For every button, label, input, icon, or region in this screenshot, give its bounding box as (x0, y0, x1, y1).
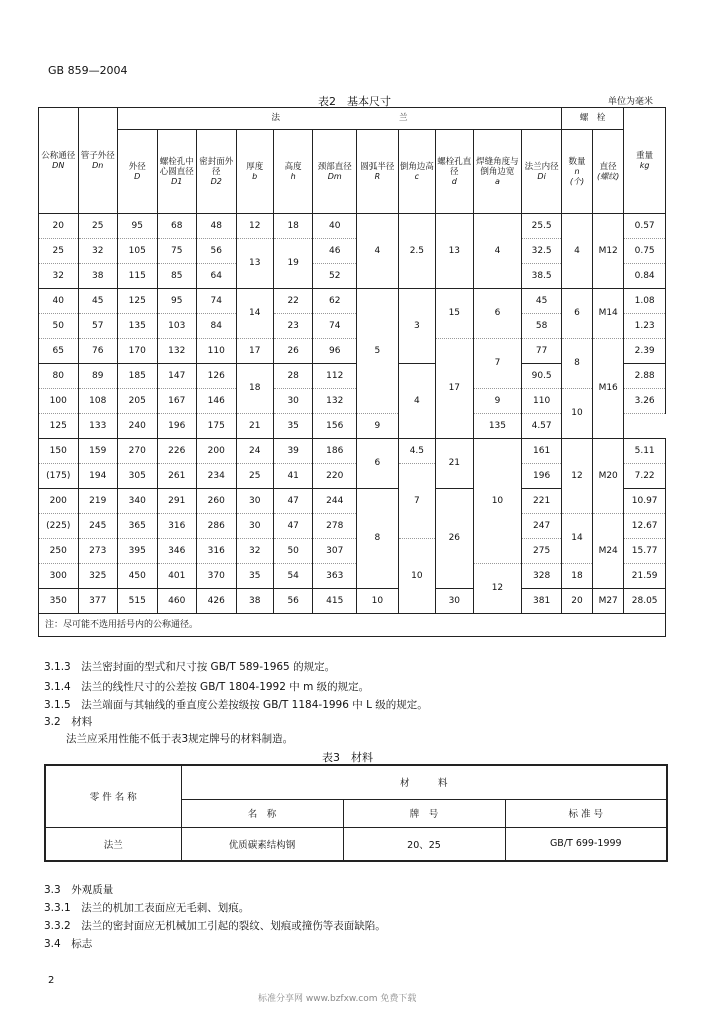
table-cell: 20 (561, 589, 592, 614)
table-cell: 185 (118, 364, 158, 389)
table-cell: 245 (78, 514, 118, 539)
table-cell: 340 (118, 489, 158, 514)
table-cell: 32 (39, 264, 79, 289)
table-cell: 200 (39, 489, 79, 514)
table-cell: 363 (313, 564, 357, 589)
table-cell: 30 (273, 389, 313, 414)
table-cell: 135 (118, 314, 158, 339)
table-cell: 108 (78, 389, 118, 414)
table-cell: 0.57 (624, 214, 666, 239)
table-cell: 5.11 (624, 439, 666, 464)
table-cell: 75 (157, 239, 197, 264)
table-cell: 26 (436, 489, 473, 589)
table-cell: M20 (593, 439, 624, 514)
col-standard: 标 准 号 (505, 799, 667, 827)
table-cell: 167 (157, 389, 197, 414)
table-cell: 74 (313, 314, 357, 339)
table-cell: 18 (273, 214, 313, 239)
table-cell: 159 (78, 439, 118, 464)
table-cell: 316 (157, 514, 197, 539)
table-cell: 9 (357, 414, 399, 439)
table-cell: 21.59 (624, 564, 666, 589)
table-cell: 84 (197, 314, 237, 339)
table2-title: 表2 基本尺寸 (318, 95, 391, 108)
table-cell: 460 (157, 589, 197, 614)
table-cell: 62 (313, 289, 357, 314)
table-cell: (225) (39, 514, 79, 539)
table-cell: 125 (39, 414, 79, 439)
table-cell: 0.75 (624, 239, 666, 264)
table-cell: 56 (273, 589, 313, 614)
table-cell: 58 (522, 314, 562, 339)
table-cell: 328 (522, 564, 562, 589)
table-row (45, 827, 667, 861)
table-cell: 8 (357, 489, 399, 589)
table-cell: 0.84 (624, 264, 666, 289)
table-cell: 32.5 (522, 239, 562, 264)
table-cell: 45 (522, 289, 562, 314)
col-tube-od: 管子外径 Dn (78, 108, 118, 214)
table-cell: 18 (236, 364, 273, 414)
clause-3-3-1: 3.3.1 法兰的机加工表面应无毛刺、划痕。 (44, 902, 250, 914)
clause-3-1-4: 3.1.4 法兰的线性尺寸的公差按 GB/T 1804-1992 中 m 级的规定。 (44, 681, 370, 693)
table-cell: 28.05 (624, 589, 666, 614)
table-cell: 法兰 (45, 827, 181, 861)
table-row (39, 564, 666, 589)
col-weld: 焊缝角度与倒角边宽 a (473, 130, 522, 214)
table-cell: 40 (39, 289, 79, 314)
clause-3-3-heading: 3.3 外观质量 (44, 884, 114, 896)
table-cell: 9 (473, 389, 522, 414)
table-cell: 103 (157, 314, 197, 339)
table-cell: 64 (197, 264, 237, 289)
table-cell: 39 (273, 439, 313, 464)
table-cell: 2.88 (624, 364, 666, 389)
table-cell: 41 (273, 464, 313, 489)
table-cell: 156 (313, 414, 357, 439)
table-cell: 21 (236, 414, 273, 439)
table-cell: 35 (273, 414, 313, 439)
table-cell: 194 (78, 464, 118, 489)
table-cell: 38.5 (522, 264, 562, 289)
col-pcd: 螺栓孔中心圆直径 D1 (157, 130, 197, 214)
table-cell: 100 (39, 389, 79, 414)
table-cell: 22 (273, 289, 313, 314)
table-cell: 10 (398, 539, 435, 614)
table-row (39, 389, 666, 414)
table-cell: 381 (522, 589, 562, 614)
table-cell: 90.5 (522, 364, 562, 389)
table-cell: 47 (273, 514, 313, 539)
table-cell: 17 (236, 339, 273, 364)
table2-unit: 单位为毫米 (608, 97, 654, 107)
table-row (39, 339, 666, 364)
table-cell: 307 (313, 539, 357, 564)
clause-3-1-5: 3.1.5 法兰端面与其轴线的垂直度公差按级按 GB/T 1184-1996 中 L 级的规定。 (44, 699, 428, 711)
table-cell: 132 (157, 339, 197, 364)
table-cell: 426 (197, 589, 237, 614)
table-cell: 68 (157, 214, 197, 239)
table-cell: 2.39 (624, 339, 666, 364)
table-cell: 112 (313, 364, 357, 389)
table-cell: 247 (522, 514, 562, 539)
table-cell: 300 (39, 564, 79, 589)
table-cell: 25.5 (522, 214, 562, 239)
table-cell: 3.26 (624, 389, 666, 414)
table-cell: 365 (118, 514, 158, 539)
table-cell: 46 (313, 239, 357, 264)
table-cell: 6 (561, 289, 592, 339)
table-cell: M16 (593, 339, 624, 439)
group-bolt: 螺 栓 (561, 108, 623, 130)
table-cell: 8 (561, 339, 592, 389)
table-cell: 30 (436, 589, 473, 614)
table-cell: 278 (313, 514, 357, 539)
table-cell: 110 (522, 389, 562, 414)
table-cell: 450 (118, 564, 158, 589)
table-cell: 12 (236, 214, 273, 239)
table-cell: 146 (197, 389, 237, 414)
table-cell: 89 (78, 364, 118, 389)
table3-title: 表3 材料 (322, 751, 373, 764)
standard-header: GB 859—2004 (48, 64, 128, 77)
table-cell: 150 (39, 439, 79, 464)
table-cell: 316 (197, 539, 237, 564)
table-cell: 286 (197, 514, 237, 539)
table2-note: 注：尽可能不选用括号内的公称通径。 (39, 614, 666, 637)
table-cell: 12.67 (624, 514, 666, 539)
table-cell: 240 (118, 414, 158, 439)
table-cell: 175 (197, 414, 237, 439)
col-part-name: 零 件 名 称 (45, 765, 181, 827)
table-cell: 161 (522, 439, 562, 464)
col-thickness: 厚度 b (236, 130, 273, 214)
clause-3-1-3: 3.1.3 法兰密封面的型式和尺寸按 GB/T 589-1965 的规定。 (44, 661, 336, 673)
clause-3-4-heading: 3.4 标志 (44, 938, 93, 950)
table-cell: 25 (78, 214, 118, 239)
table-cell: 14 (236, 289, 273, 339)
table-cell: 7 (473, 339, 522, 389)
table-cell: 25 (236, 464, 273, 489)
table-cell: 6 (473, 289, 522, 339)
table-cell: 20 (39, 214, 79, 239)
table-cell: 415 (313, 589, 357, 614)
table-cell: 15.77 (624, 539, 666, 564)
table-cell: 95 (157, 289, 197, 314)
table-cell: 4 (473, 214, 522, 289)
table-cell: 205 (118, 389, 158, 414)
table-cell: 135 (473, 414, 522, 439)
clause-3-3-2: 3.3.2 法兰的密封面应无机械加工引起的裂纹、划痕或撞伤等表面缺陷。 (44, 920, 386, 932)
table-cell: 3 (398, 289, 435, 364)
table-cell: 395 (118, 539, 158, 564)
clause-3-2-text: 法兰应采用性能不低于表3规定牌号的材料制造。 (66, 733, 294, 745)
footer-watermark: 标准分享网 www.bzfxw.com 免费下载 (258, 994, 417, 1004)
table-cell: 132 (313, 389, 357, 414)
table-cell: 147 (157, 364, 197, 389)
table-cell: M24 (593, 514, 624, 589)
table-cell: 15 (436, 289, 473, 339)
col-seal-dia: 密封面外径 D2 (197, 130, 237, 214)
table-cell: 85 (157, 264, 197, 289)
col-inner-dia: 法兰内径 Di (522, 130, 562, 214)
table-cell: 196 (522, 464, 562, 489)
table-cell: 74 (197, 289, 237, 314)
table-cell: 1.23 (624, 314, 666, 339)
table-cell: 38 (78, 264, 118, 289)
table-row (39, 514, 666, 539)
table-cell: 47 (273, 489, 313, 514)
table-cell: 18 (561, 564, 592, 589)
col-hole-dia: 螺栓孔直径 d (436, 130, 473, 214)
table-cell: 80 (39, 364, 79, 389)
table-cell: 12 (473, 564, 522, 614)
table-cell: 10 (473, 439, 522, 564)
table-cell: 220 (313, 464, 357, 489)
table-cell: 26 (273, 339, 313, 364)
table-cell: 6 (357, 439, 399, 489)
table-cell: 23 (273, 314, 313, 339)
table-cell: 2.5 (398, 214, 435, 289)
table3-materials (44, 764, 668, 862)
table-cell: 186 (313, 439, 357, 464)
table-cell: 234 (197, 464, 237, 489)
clause-3-2-heading: 3.2 材料 (44, 716, 93, 728)
table-cell: M12 (593, 214, 624, 289)
table-cell: 56 (197, 239, 237, 264)
table-cell: 401 (157, 564, 197, 589)
table-cell: 125 (118, 289, 158, 314)
table-cell: 10 (357, 589, 399, 614)
table-cell: 19 (273, 239, 313, 289)
table-cell: 30 (236, 514, 273, 539)
table2-basic-dimensions (38, 107, 666, 637)
table-cell: 377 (78, 589, 118, 614)
col-neck-dia: 颈部直径 Dm (313, 130, 357, 214)
table-cell: 13 (236, 239, 273, 289)
table-cell: 4.57 (522, 414, 562, 439)
table-cell: 221 (522, 489, 562, 514)
table-cell: 50 (39, 314, 79, 339)
table-cell: 515 (118, 589, 158, 614)
table-cell: 196 (157, 414, 197, 439)
table-cell: 126 (197, 364, 237, 389)
table-cell: 96 (313, 339, 357, 364)
table-row (39, 214, 666, 239)
table-row (39, 589, 666, 614)
table-cell: 优质碳素结构钢 (181, 827, 343, 861)
table-cell: 57 (78, 314, 118, 339)
table-cell: 260 (197, 489, 237, 514)
table-cell: 273 (78, 539, 118, 564)
table-cell: 170 (118, 339, 158, 364)
table-cell: 275 (522, 539, 562, 564)
col-bolt-qty: 数量 n (个) (561, 130, 592, 214)
table-cell: 7.22 (624, 464, 666, 489)
table-cell: 200 (197, 439, 237, 464)
table-cell: M27 (593, 589, 624, 614)
table-row (39, 439, 666, 464)
table-cell: 50 (273, 539, 313, 564)
table-cell: 10 (561, 389, 592, 439)
page-number: 2 (48, 975, 55, 986)
table-cell: 12 (561, 439, 592, 514)
table-row (39, 289, 666, 314)
col-grade: 牌 号 (343, 799, 505, 827)
col-outer-dia: 外径 D (118, 130, 158, 214)
table-cell: 38 (236, 589, 273, 614)
table-cell: 45 (78, 289, 118, 314)
table-cell: GB/T 699-1999 (505, 827, 667, 861)
table-cell: 346 (157, 539, 197, 564)
table-cell: 4.5 (398, 439, 435, 464)
table-cell: 40 (313, 214, 357, 239)
table-cell: 370 (197, 564, 237, 589)
table-cell: 270 (118, 439, 158, 464)
table-cell: 13 (436, 214, 473, 289)
table-cell: 35 (236, 564, 273, 589)
table-cell: 32 (236, 539, 273, 564)
table-cell: 115 (118, 264, 158, 289)
col-mass: 重量 kg (624, 108, 666, 214)
table-cell: M14 (593, 289, 624, 339)
col-height: 高度 h (273, 130, 313, 214)
table-cell: 10.97 (624, 489, 666, 514)
table-cell: 14 (561, 514, 592, 564)
table-cell: 1.08 (624, 289, 666, 314)
table-cell: (175) (39, 464, 79, 489)
table-cell: 48 (197, 214, 237, 239)
table-cell: 350 (39, 589, 79, 614)
table-cell: 32 (78, 239, 118, 264)
table-cell: 7 (398, 464, 435, 539)
table-cell: 95 (118, 214, 158, 239)
col-chamfer: 倒角边高 c (398, 130, 435, 214)
table-cell: 291 (157, 489, 197, 514)
table-cell: 219 (78, 489, 118, 514)
table-cell: 5 (357, 289, 399, 414)
table-cell: 77 (522, 339, 562, 364)
table-cell: 21 (436, 439, 473, 489)
table-cell: 24 (236, 439, 273, 464)
table-cell: 244 (313, 489, 357, 514)
table-cell: 133 (78, 414, 118, 439)
table-cell: 250 (39, 539, 79, 564)
table-cell: 4 (561, 214, 592, 289)
group-flange: 法 兰 (118, 108, 562, 130)
table-cell: 261 (157, 464, 197, 489)
col-bolt-size: 直径 (螺纹) (593, 130, 624, 214)
table-cell: 65 (39, 339, 79, 364)
table-cell: 76 (78, 339, 118, 364)
table-cell: 54 (273, 564, 313, 589)
col-material: 材 料 (181, 765, 667, 799)
table-cell: 52 (313, 264, 357, 289)
table-cell: 28 (273, 364, 313, 389)
table-cell: 105 (118, 239, 158, 264)
table-cell: 20、25 (343, 827, 505, 861)
table-cell: 325 (78, 564, 118, 589)
table-cell: 30 (236, 489, 273, 514)
table-cell: 4 (398, 364, 435, 439)
table-cell: 305 (118, 464, 158, 489)
table-cell: 25 (39, 239, 79, 264)
col-material-name: 名 称 (181, 799, 343, 827)
table-cell: 4 (357, 214, 399, 289)
table-cell: 110 (197, 339, 237, 364)
table-cell: 17 (436, 339, 473, 439)
col-dn: 公称通径 DN (39, 108, 79, 214)
table-cell: 226 (157, 439, 197, 464)
col-arc-radius: 圆弧半径 R (357, 130, 399, 214)
